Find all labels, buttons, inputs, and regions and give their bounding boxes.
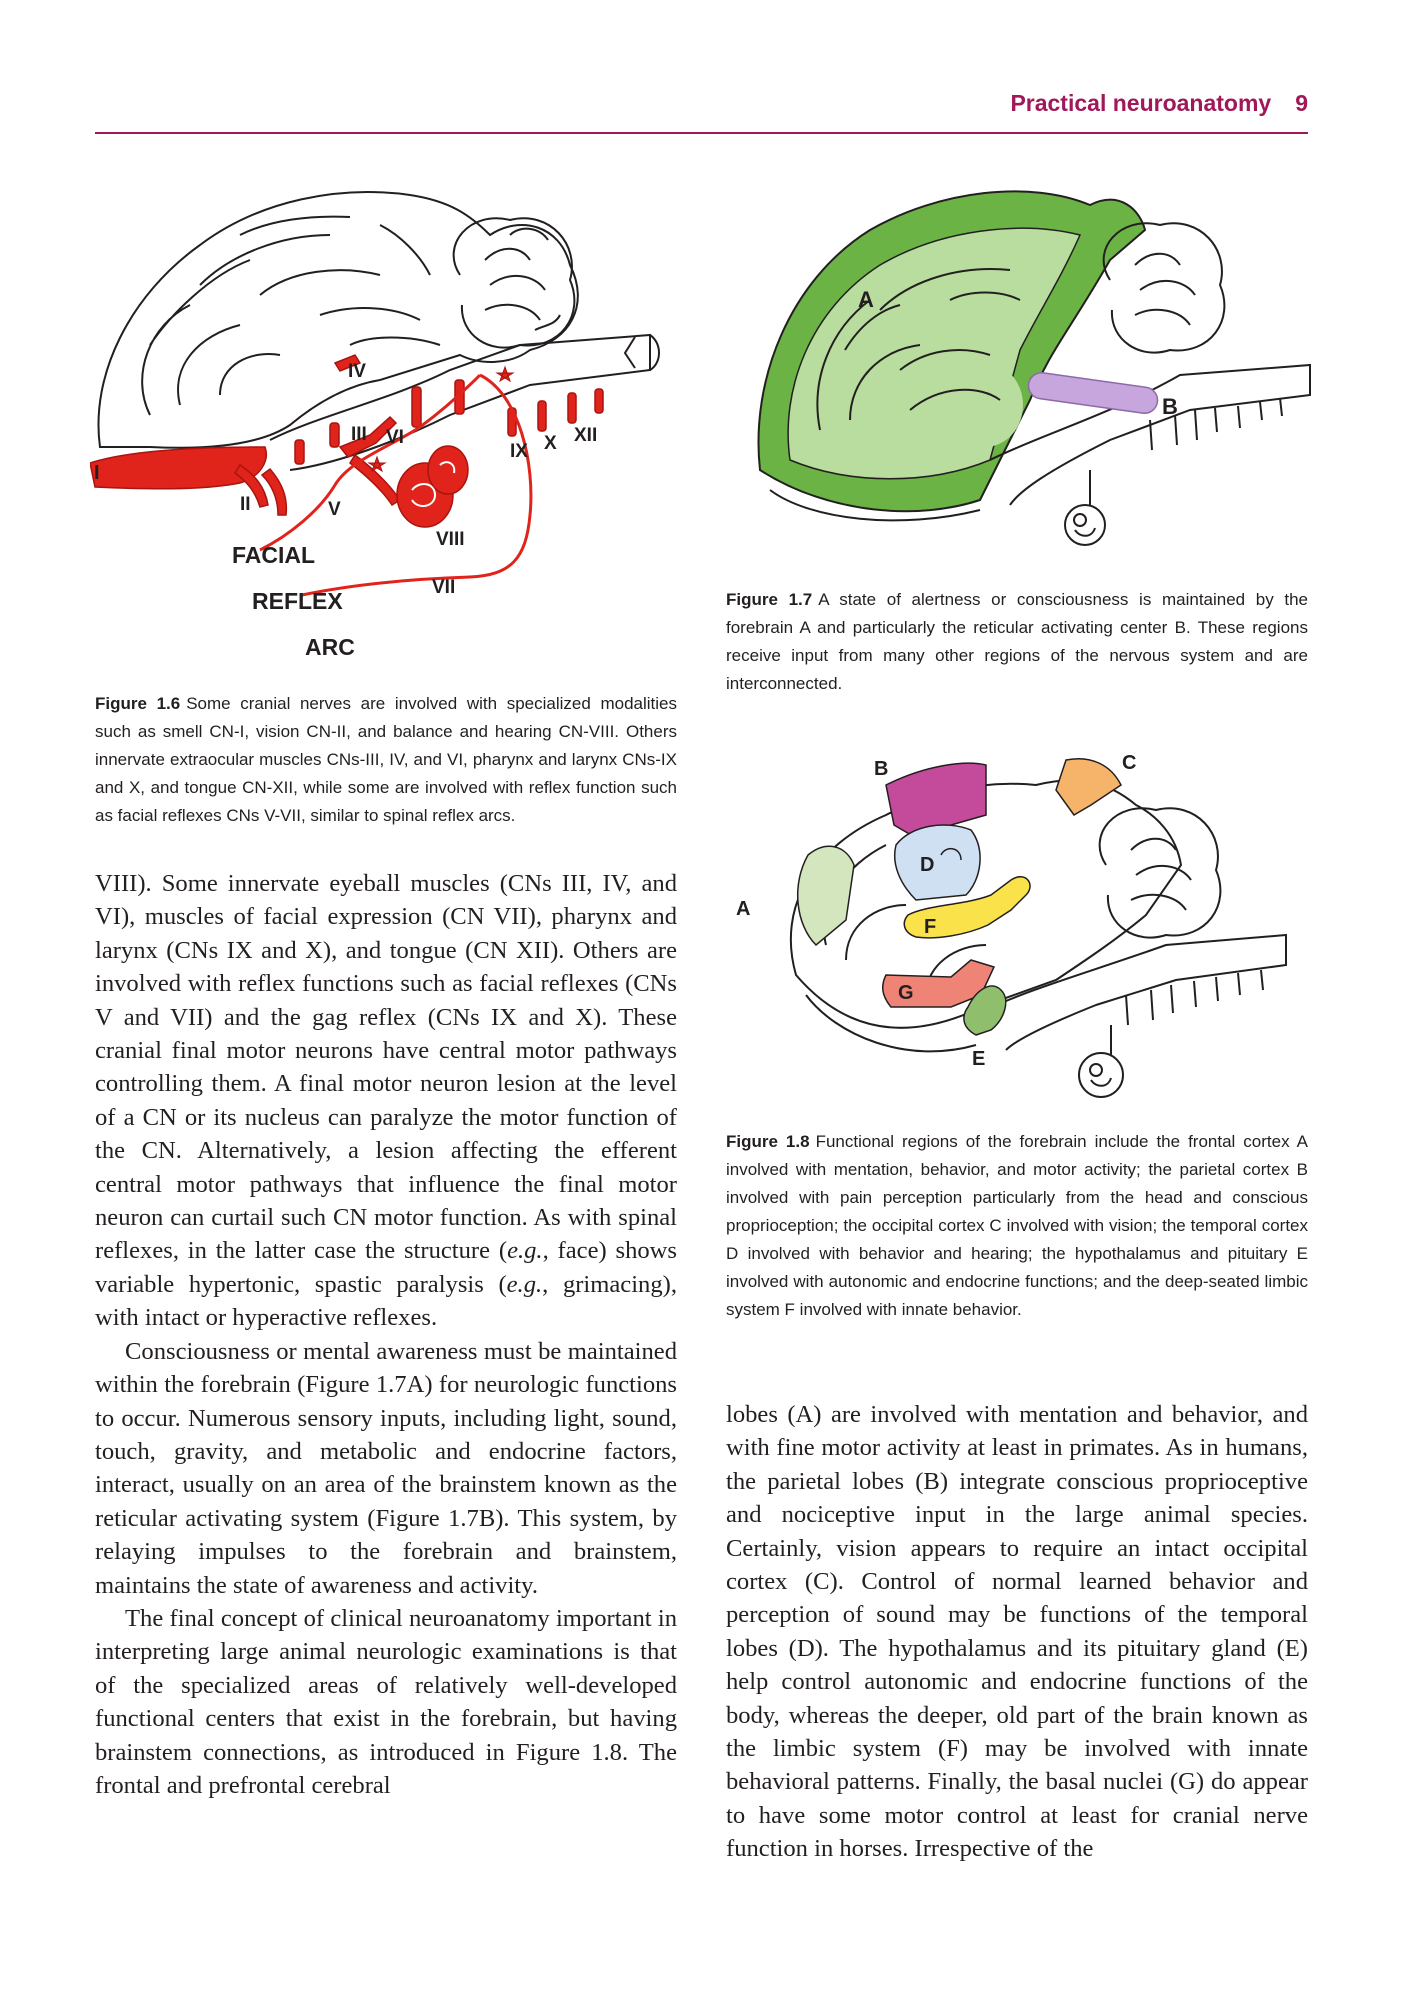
page-number: 9 [1295,90,1308,116]
left-paragraph-1 [95,867,677,1335]
running-header [95,90,1308,117]
figure-1-8 [726,745,1306,1115]
figure-1-6-caption-text: Some cranial nerves are involved with specialized modalities such as smell CN-I, vision CN-II, and balance and hearing CN-VIII. Others innervate extraocular muscles CNs-III, IV, and VI, pharynx and larynx CNs-IX and X, and tongue CN-XII, while some are involved with reflex function such as facial reflexes CNs V-VII, similar to spinal reflex arcs. [95,694,677,825]
figure-1-8-label-g: G [898,982,914,1004]
left-paragraph-3: The final concept of clinical neuroanatomy important in interpreting large animal neurologic examinations is that of the specialized areas of relatively well-developed functional centers that exist in the forebrain, but having brainstem connections, as introduced in Figure 1.8. The frontal and prefrontal cerebral [95,1604,677,1799]
cn-iv-label: IV [348,361,366,382]
body-left-column [95,867,677,1802]
figure-1-8-drawing [726,745,1306,1115]
figure-1-8-label-e: E [972,1048,986,1070]
figure-1-7-caption-label: Figure 1.7 [726,590,813,609]
figure-1-6-caption-label: Figure 1.6 [95,694,181,713]
figure-1-8-label-d: D [920,854,935,876]
figure-1-7-drawing [750,170,1320,570]
figure-1-8-label-b: B [874,758,889,780]
figure-1-6-caption [95,690,677,830]
cn-ii-label: II [240,494,251,515]
cn-x-label: X [544,433,557,454]
left-paragraph-1-eg-1: e.g. [507,1237,543,1265]
cn-viii-label: VIII [436,529,465,550]
facial-reflex-arc-label-3: ARC [305,634,355,660]
cn-ix-label: IX [510,441,528,462]
cn-v-label: V [328,499,341,520]
figure-1-7-label-b: B [1162,394,1178,419]
figure-1-7 [750,170,1320,570]
header-rule [95,132,1308,134]
facial-reflex-arc-label-2: REFLEX [252,588,343,614]
figure-1-8-caption-text: Functional regions of the forebrain include the frontal cortex A involved with mentation, behavior, and motor activity; the parietal cortex B involved with pain perception particularly from the head and conscious proprioception; the occipital cortex C involved with vision; the temporal cortex D involved with behavior and hearing; the hypothalamus and pituitary E involved with autonomic and endocrine functions; and the deep-seated limbic system F involved with innate behavior. [726,1132,1308,1319]
figure-1-8-label-f: F [924,916,937,938]
figure-1-6 [90,165,690,675]
body-right-column [726,1398,1308,1866]
cn-iii-label: III [351,424,367,445]
left-paragraph-1-eg-2: e.g. [506,1270,543,1298]
facial-reflex-arc-label-1: FACIAL [232,542,316,568]
left-paragraph-1-text-c: , grimacing), with intact or hyperactive reflexes. [95,1270,677,1332]
figure-1-6-drawing [90,165,690,675]
header-title: Practical neuroanatomy [1010,90,1272,116]
left-paragraph-1-text: VIII). Some innervate eyeball muscles (CNs III, IV, and VI), muscles of facial expression (CN VII), pharynx and larynx (CNs IX and X), and tongue (CN XII). Others are involved with reflex functions such as facial reflexes (CNs V and VII) and the gag reflex (CNs IX and X). These cranial final motor neurons have central motor pathways controlling them. A final motor neuron lesion at the level of a CN or its nucleus can paralyze the motor function of the CN. Alternatively, a lesion affecting the efferent central motor pathways that influence the final motor neuron can curtail such CN motor function. As with spinal reflexes, in the latter case the structure ( [95,870,677,1265]
cn-xii-label: XII [574,425,598,446]
left-paragraph-1-text-b: , face) shows variable hypertonic, spastic paralysis ( [95,1237,678,1298]
figure-1-7-label-a: A [858,287,874,312]
cn-i-label: I [94,462,100,484]
figure-1-8-label-a: A [736,898,751,920]
figure-1-8-caption [726,1128,1308,1324]
cn-vi-label: VI [386,427,404,448]
figure-1-7-caption [726,586,1308,698]
left-paragraph-2: Consciousness or mental awareness must be maintained within the forebrain (Figure 1.7A) for neurologic functions to occur. Numerous sensory inputs, including light, sound, touch, gravity, and metabolic and endocrine factors, interact, usually on an area of the brainstem known as the reticular activating system (Figure 1.7B). This system, by relaying impulses to the forebrain and brainstem, maintains the state of awareness and activity. [95,1337,677,1599]
right-paragraph-1: lobes (A) are involved with mentation and behavior, and with fine motor activity at least in primates. As in humans, the parietal lobes (B) integrate conscious proprioceptive and nociceptive input in the large animal species. Certainly, vision appears to require an intact occipital cortex (C). Control of normal learned behavior and perception of sound may be functions of the temporal lobes (D). The hypothalamus and its pituitary gland (E) help control autonomic and endocrine functions of the body, whereas the deeper, old part of the brain known as the limbic system (F) may be involved with innate behavioral patterns. Finally, the basal nuclei (G) do appear to have some motor control at least for cranial nerve function in horses. Irrespective of the [726,1401,1308,1863]
cn-vii-label: VII [432,577,456,598]
figure-1-8-label-c: C [1122,752,1137,774]
figure-1-7-caption-text: A state of alertness or consciousness is maintained by the forebrain A and particularly the reticular activating center B. These regions receive input from many other regions of the nervous system and are interconnected. [726,590,1308,693]
figure-1-8-caption-label: Figure 1.8 [726,1132,810,1151]
